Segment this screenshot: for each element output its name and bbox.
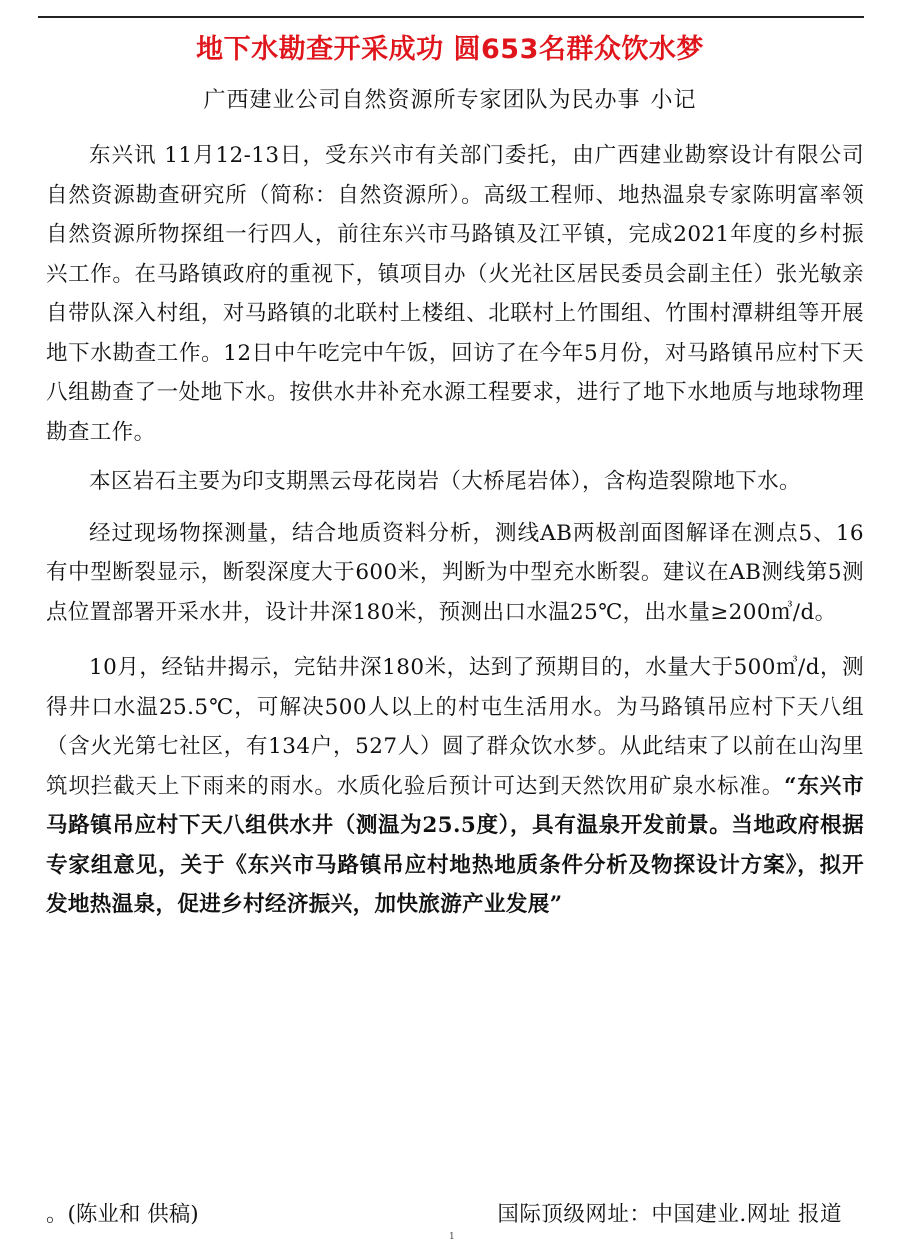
paragraph-result-text: 10月，经钻井揭示，完钻井深180米，达到了预期目的，水量大于500㎥/d，测得井口水温25.5℃，可解决500人以上的村屯生活用水。为马路镇吊应村下天八组（含火光第七社区，有134户，527人）圆了群众饮水梦。从此结束了以前在山沟里筑坝拦截天上下雨来的雨水。水质化验后预计可达到天然饮用矿泉水标准。 <box>46 655 864 799</box>
paragraph-intro: 东兴讯 11月12-13日，受东兴市有关部门委托，由广西建业勘察设计有限公司自然资源勘查研究所（简称：自然资源所）。高级工程师、地热温泉专家陈明富率领自然资源所物探组一行四人，前往东兴市马路镇及江平镇，完成2021年度的乡村振兴工作。在马路镇政府的重视下，镇项目办（火光社区居民委员会副主任）张光敏亲自带队深入村组，对马路镇的北联村上楼组、北联村上竹围组、竹围村潭耕组等开展地下水勘查工作。12日中午吃完中午饭，回访了在今年5月份，对马路镇吊应村下天八组勘查了一处地下水。按供水井补充水源工程要求，进行了地下水地质与地球物理勘查工作。 <box>46 143 864 445</box>
author-credit: 。(陈业和 供稿) <box>46 1202 199 1227</box>
page-number: 1 <box>449 1232 455 1242</box>
article-title: 地下水勘查开采成功 圆653名群众饮水梦 <box>196 34 704 65</box>
source-note: 国际顶级网址：中国建业.网址 报道 <box>497 1202 842 1227</box>
expert-quote: “东兴市马路镇吊应村下天八组供水井（测温为25.5度），具有温泉开发前景。当地政府根据专家组意见，关于《东兴市马路镇吊应村地热地质条件分析及物探设计方案》，拟开发地热温泉，促进乡村经济振兴，加快旅游产业发展” <box>46 773 864 917</box>
subtitle-main: 广西建业公司自然资源所专家团队为民办事 <box>203 88 641 113</box>
paragraph-geology: 本区岩石主要为印支期黑云母花岗岩（大桥尾岩体），含构造裂隙地下水。 <box>89 469 801 494</box>
subtitle-tag: 小记 <box>650 88 697 113</box>
paragraph-result <box>46 648 864 925</box>
article-footer <box>46 1198 864 1232</box>
article-subtitle <box>0 84 900 118</box>
header-rule <box>38 16 864 18</box>
paragraph-survey: 经过现场物探测量，结合地质资料分析，测线AB两极剖面图解译在测点5、16有中型断裂显示，断裂深度大于600米，判断为中型充水断裂。建议在AB测线第5测点位置部署开采水井，设计井深180米，预测出口水温25℃，出水量≥200㎥/d。 <box>46 520 864 625</box>
article-body <box>46 136 864 925</box>
